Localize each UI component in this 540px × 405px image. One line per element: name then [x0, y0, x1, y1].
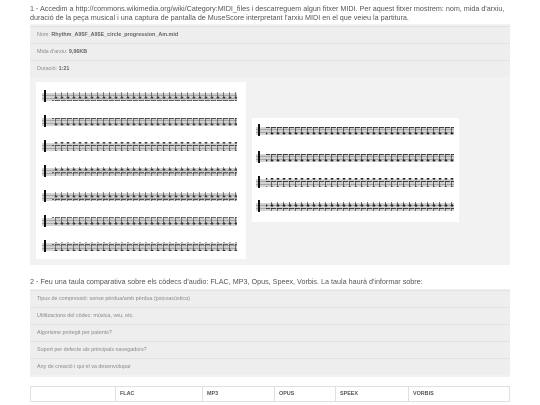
question-2-text: 2 - Feu una taula comparativa sobre els còdecs d'audio: FLAC, MP3, Opus, Speex, Vorbis. La taula haurà d'informar sobre:: [30, 277, 423, 286]
question-1-text: 1 - Accedim a http://commons.wikimedia.org/wiki/Category:MIDI_files i descarreguem algun fitxer MIDI. Per aquest fitxer mostrem: nom, mida d'arxiu, duració de la peça musical i una captura de pantalla de MuseScore interpretant l'arxiu MIDI en el que veieu la partitura.: [30, 4, 505, 22]
table-header-cell: FLAC: [116, 387, 203, 402]
criteria-item: Suport per defecte als principals navegadors?: [30, 341, 510, 358]
criteria-panel: [30, 289, 510, 377]
table-header-cell: [31, 387, 116, 402]
criteria-item: Tipus de compressió: sense pèrdua/amb pèrdua (psicoacústica): [30, 290, 510, 307]
file-size-row: [30, 43, 510, 60]
file-duration-value: 1:21: [58, 66, 70, 72]
table-header-row: [31, 387, 510, 402]
file-duration-label: Duració:: [37, 66, 58, 72]
criteria-item: Any de creació i qui el va desenvolupar: [30, 358, 510, 375]
table-header-cell: SPEEX: [336, 387, 409, 402]
musescore-score-page-1: [36, 82, 246, 259]
file-size-label: Mida d'arxiu:: [37, 49, 68, 55]
table-header-cell: MP3: [203, 387, 275, 402]
file-size-value: 9,96KB: [68, 49, 88, 55]
table-header-cell: OPUS: [275, 387, 336, 402]
file-name-label: Nom:: [37, 32, 50, 38]
file-name-value: Rhythm_A95F_A95E_circle_progression_Am.mid: [51, 32, 179, 38]
sheet-music-page-2-image: [252, 118, 459, 222]
file-name-row: [30, 26, 510, 43]
criteria-item: Algorisme protegit per patents?: [30, 324, 510, 341]
file-duration-row: [30, 60, 510, 77]
table-header-cell: VORBIS: [409, 387, 510, 402]
musescore-score-page-2: [252, 118, 459, 222]
criteria-item: Utilitzacions del còdec: música, veu, etc.: [30, 307, 510, 324]
sheet-music-page-1-image: [36, 82, 246, 259]
codec-comparison-table: [30, 386, 510, 402]
